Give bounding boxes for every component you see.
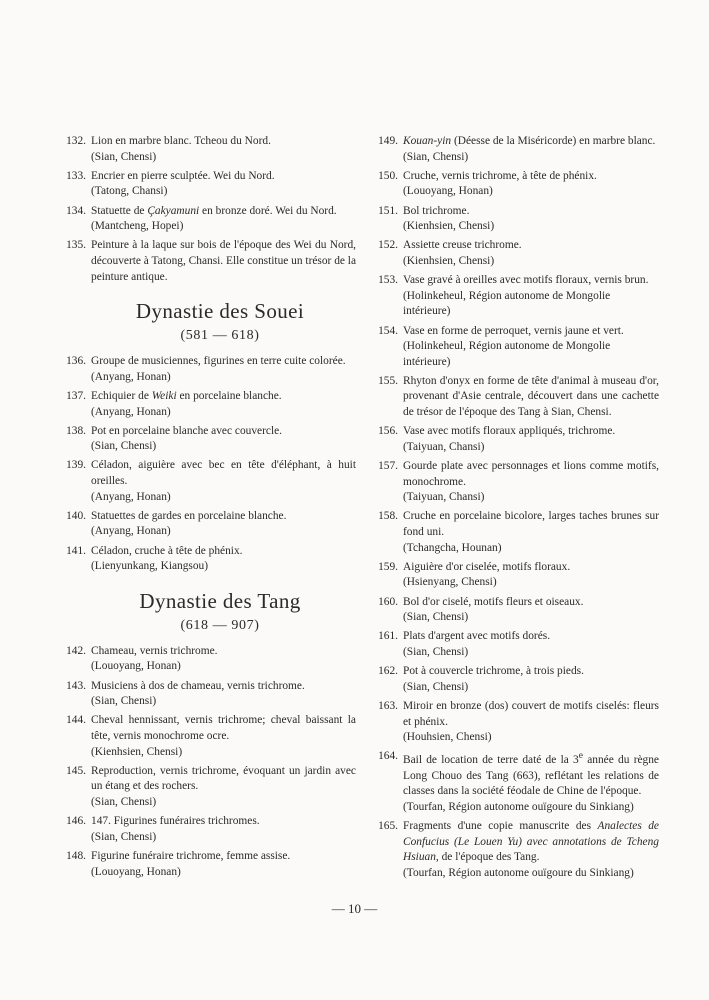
entry-body [403,169,659,200]
catalog-entry [60,764,356,811]
catalog-entry [60,389,356,420]
entry-description: Assiette creuse trichrome. [403,239,522,252]
entry-location: (Tourfan, Région autonome ouïgoure du Sinkiang) [403,866,634,879]
section-dates: (581 — 618) [180,328,260,344]
entry-number: 156. [378,425,398,438]
entry-location: (Sian, Chensi) [91,830,157,843]
entry-number: 146. [66,815,86,828]
entry-body [403,324,659,371]
entry-number: 162. [378,665,398,678]
entry-location: (Louoyang, Honan) [403,185,493,198]
entry-location: (Sian, Chensi) [403,611,469,624]
entry-body [91,238,356,285]
entry-description: Vase en forme de perroquet, vernis jaune et vert. [403,324,624,337]
catalog-entry [60,509,356,540]
entry-title-italic: Weiki [151,389,177,402]
entry-location: (Holinkeheul, Région autonome de Mongolie intérieure) [403,289,611,318]
entry-location: (Taiyuan, Chansi) [403,440,485,453]
entry-description: Cruche en porcelaine bicolore, larges taches brunes sur fond uni. [403,510,659,538]
entry-title-italic: Analectes de Confucius (Le Louen Yu) avec annotations de Tcheng Hsiuan, [403,820,659,864]
left-column [60,134,356,884]
entry-title-italic: Kouan-yin [403,135,452,147]
catalog-entry [372,273,659,320]
entry-description: Encrier en pierre sculptée. Wei du Nord. [91,169,275,182]
entry-body [91,764,356,811]
entry-body [91,814,356,845]
entry-location: (Tourfan, Région autonome ouïgoure du Sinkiang) [403,800,634,813]
entry-location: (Kienhsien, Chensi) [91,745,183,758]
entry-location: (Holinkeheul, Région autonome de Mongolie intérieure) [403,340,611,368]
entry-description: Statuettes de gardes en porcelaine blanche. [91,509,287,522]
entry-description: Vase avec motifs floraux appliqués, trichrome. [403,425,616,438]
catalog-entry [60,458,356,505]
entry-description: Gourde plate avec personnages et lions comme motifs, monochrome. [403,460,659,488]
entry-location: (Sian, Chensi) [91,695,157,708]
entry-body [91,544,356,575]
entry-description: 147. Figurines funéraires trichromes. [91,815,260,828]
entry-description: Céladon, cruche à tête de phénix. [91,544,243,557]
entry-body [403,629,659,660]
entry-body [91,509,356,540]
entry-description: Bail de location de terre daté de la 3 [403,754,579,767]
entry-number: 164. [378,750,398,763]
entry-body [91,713,356,760]
entry-body [403,749,659,815]
catalog-entry [60,679,356,710]
entry-body [403,374,659,421]
catalog-entry [60,849,356,880]
catalog-entry [372,424,659,455]
entry-number: 159. [378,560,398,573]
entry-number: 160. [378,595,398,608]
catalog-entry [60,204,356,235]
entry-location: (Hsienyang, Chensi) [403,576,497,589]
entry-description: en bronze doré. Wei du Nord. [199,204,337,217]
entry-body [403,819,659,881]
catalog-entry [60,169,356,200]
catalog-entry [372,509,659,556]
entry-location: (Anyang, Honan) [91,490,171,503]
entry-location: (Louoyang, Honan) [91,865,181,878]
entry-location: (Sian, Chensi) [91,150,157,163]
entry-number: 133. [66,169,86,182]
entry-description: Vase gravé à oreilles avec motifs floraux, vernis brun. [403,274,649,287]
entry-number: 151. [378,204,398,217]
entry-body [403,699,659,746]
entry-description: en porcelaine blanche. [176,389,282,402]
entry-location: (Tatong, Chansi) [91,185,168,198]
entry-body [403,664,659,695]
entry-body [91,644,356,675]
entry-description: Groupe de musiciennes, figurines en terre cuite colorée. [91,355,346,368]
entry-body [91,354,356,385]
catalog-entry [60,424,356,455]
catalog-entry [372,595,659,626]
catalog-entry [60,644,356,675]
entry-location: (Louoyang, Honan) [91,660,181,673]
catalog-entry [60,814,356,845]
entry-location: (Kienhsien, Chensi) [403,220,495,233]
entry-body [91,458,356,505]
entry-body [403,459,659,506]
entry-body [91,679,356,710]
entry-number: 152. [378,239,398,252]
entry-description: Echiquier de [91,389,152,402]
entry-number: 143. [66,679,86,692]
entry-body [403,238,659,269]
entry-body [91,169,356,200]
entry-number: 136. [66,355,86,368]
entry-number: 161. [378,630,398,643]
entry-description: Reproduction, vernis trichrome, évoquant un jardin avec un étang et des rochers. [91,764,356,793]
entry-location: (Taiyuan, Chansi) [403,491,485,504]
entry-location: (Lienyunkang, Kiangsou) [91,560,209,573]
catalog-entry [372,324,659,371]
entry-location: (Houhsien, Chensi) [403,731,492,744]
catalog-entry [60,238,356,285]
catalog-entry [60,354,356,385]
entry-number: 142. [66,644,86,657]
entry-number: 149. [378,135,398,147]
catalog-entry [372,204,659,235]
entry-number: 148. [66,849,86,862]
entry-description: année du règne Long Chouo des Tang (663), reflétant les relations de classes dans la société féodale de Chine de l'époque. [403,754,659,798]
catalog-entry [372,749,659,815]
entry-title-italic: Çakyamuni [147,204,200,217]
entry-number: 153. [378,274,398,287]
entry-location: (Sian, Chensi) [403,680,469,693]
catalog-entry [372,629,659,660]
entry-number: 145. [66,764,86,777]
entry-body [403,595,659,626]
catalog-entry [372,699,659,746]
catalog-entry [372,238,659,269]
entry-description: Plats d'argent avec motifs dorés. [403,630,551,643]
entry-body [403,204,659,235]
entry-number: 154. [378,324,398,337]
right-column [372,134,659,885]
catalog-entry [60,713,356,760]
entry-superscript: e [578,751,583,762]
entry-location: (Mantcheng, Hopei) [91,220,184,233]
catalog-entry [372,134,659,165]
entry-body [403,273,659,320]
entry-number: 138. [66,424,86,437]
entry-number: 137. [66,389,86,402]
entry-number: 132. [66,135,86,147]
entry-number: 139. [66,459,86,472]
entry-location: (Kienhsien, Chensi) [403,254,495,267]
entry-description: Miroir en bronze (dos) couvert de motifs ciselés: fleurs et phénix. [403,699,659,728]
entry-location: (Sian, Chensi) [403,150,469,163]
entry-description: Statuette de [91,204,148,217]
catalog-entry [372,664,659,695]
catalog-entry [372,560,659,591]
catalog-entry [60,544,356,575]
entry-number: 150. [378,169,398,182]
entry-body [91,424,356,455]
catalog-entry [372,459,659,506]
entry-number: 140. [66,509,86,522]
section-heading: Dynastie des Tang [139,588,301,613]
entry-number: 163. [378,699,398,712]
section-dates: (618 — 907) [180,617,260,633]
entry-description: Aiguière d'or ciselée, motifs floraux. [403,560,571,573]
entry-body [403,134,659,165]
entry-body [91,204,356,235]
entry-description: Rhyton d'onyx en forme de tête d'animal à museau d'or, provenant d'Asie centrale, découvert dans une cachette de trésor de l'époque des Tang à Sian, Chensi. [403,374,659,419]
entry-description: Bol trichrome. [403,204,470,217]
entry-body [91,849,356,880]
entry-description: Pot à couvercle trichrome, à trois pieds. [403,665,584,678]
entry-body [403,424,659,455]
catalog-entry [60,134,356,165]
entry-description: Pot en porcelaine blanche avec couvercle. [91,424,283,437]
entry-description: Musiciens à dos de chameau, vernis trichrome. [91,679,305,692]
entry-location: (Sian, Chensi) [91,795,157,808]
entry-body [91,389,356,420]
entry-number: 134. [66,204,86,217]
entry-number: 165. [378,820,398,833]
entry-number: 144. [66,714,86,727]
entry-location: (Anyang, Honan) [91,405,171,418]
entry-description: (Déesse de la Miséricorde) en marbre blanc. [451,135,656,147]
entry-number: 155. [378,374,398,387]
entry-body [403,509,659,556]
page-number: — 10 — [331,901,378,916]
catalog-entry [372,374,659,421]
entry-location: (Sian, Chensi) [91,440,157,453]
section-heading: Dynastie des Souei [135,299,305,324]
entry-description: Cruche, vernis trichrome, à tête de phénix. [403,169,597,182]
entry-number: 157. [378,460,398,473]
entry-description: Bol d'or ciselé, motifs fleurs et oiseaux. [403,595,584,608]
catalog-entry [372,819,659,881]
entry-description: Lion en marbre blanc. Tcheou du Nord. [91,135,271,147]
entry-location: (Anyang, Honan) [91,525,171,538]
entry-description: Céladon, aiguière avec bec en tête d'éléphant, à huit oreilles. [91,459,356,488]
entry-location: (Tchangcha, Hounan) [403,541,502,554]
entry-description: Chameau, vernis trichrome. [91,644,218,657]
catalog-entry [372,169,659,200]
entry-number: 141. [66,544,86,557]
entry-description: de l'époque des Tang. [438,851,540,864]
entry-description: Figurine funéraire trichrome, femme assise. [91,849,291,862]
entry-location: (Anyang, Honan) [91,370,171,383]
entry-number: 158. [378,510,398,523]
entry-description: Peinture à la laque sur bois de l'époque des Wei du Nord, découverte à Tatong, Chansi. Elle constitue un trésor de la peinture antique. [91,239,357,283]
entry-number: 135. [66,239,86,252]
entry-description: Cheval hennissant, vernis trichrome; cheval baissant la tête, vernis monochrome ocre. [91,714,356,742]
entry-description: Fragments d'une copie manuscrite des [403,820,598,833]
entry-location: (Sian, Chensi) [403,645,469,658]
entry-body [91,134,356,165]
entry-body [403,560,659,591]
